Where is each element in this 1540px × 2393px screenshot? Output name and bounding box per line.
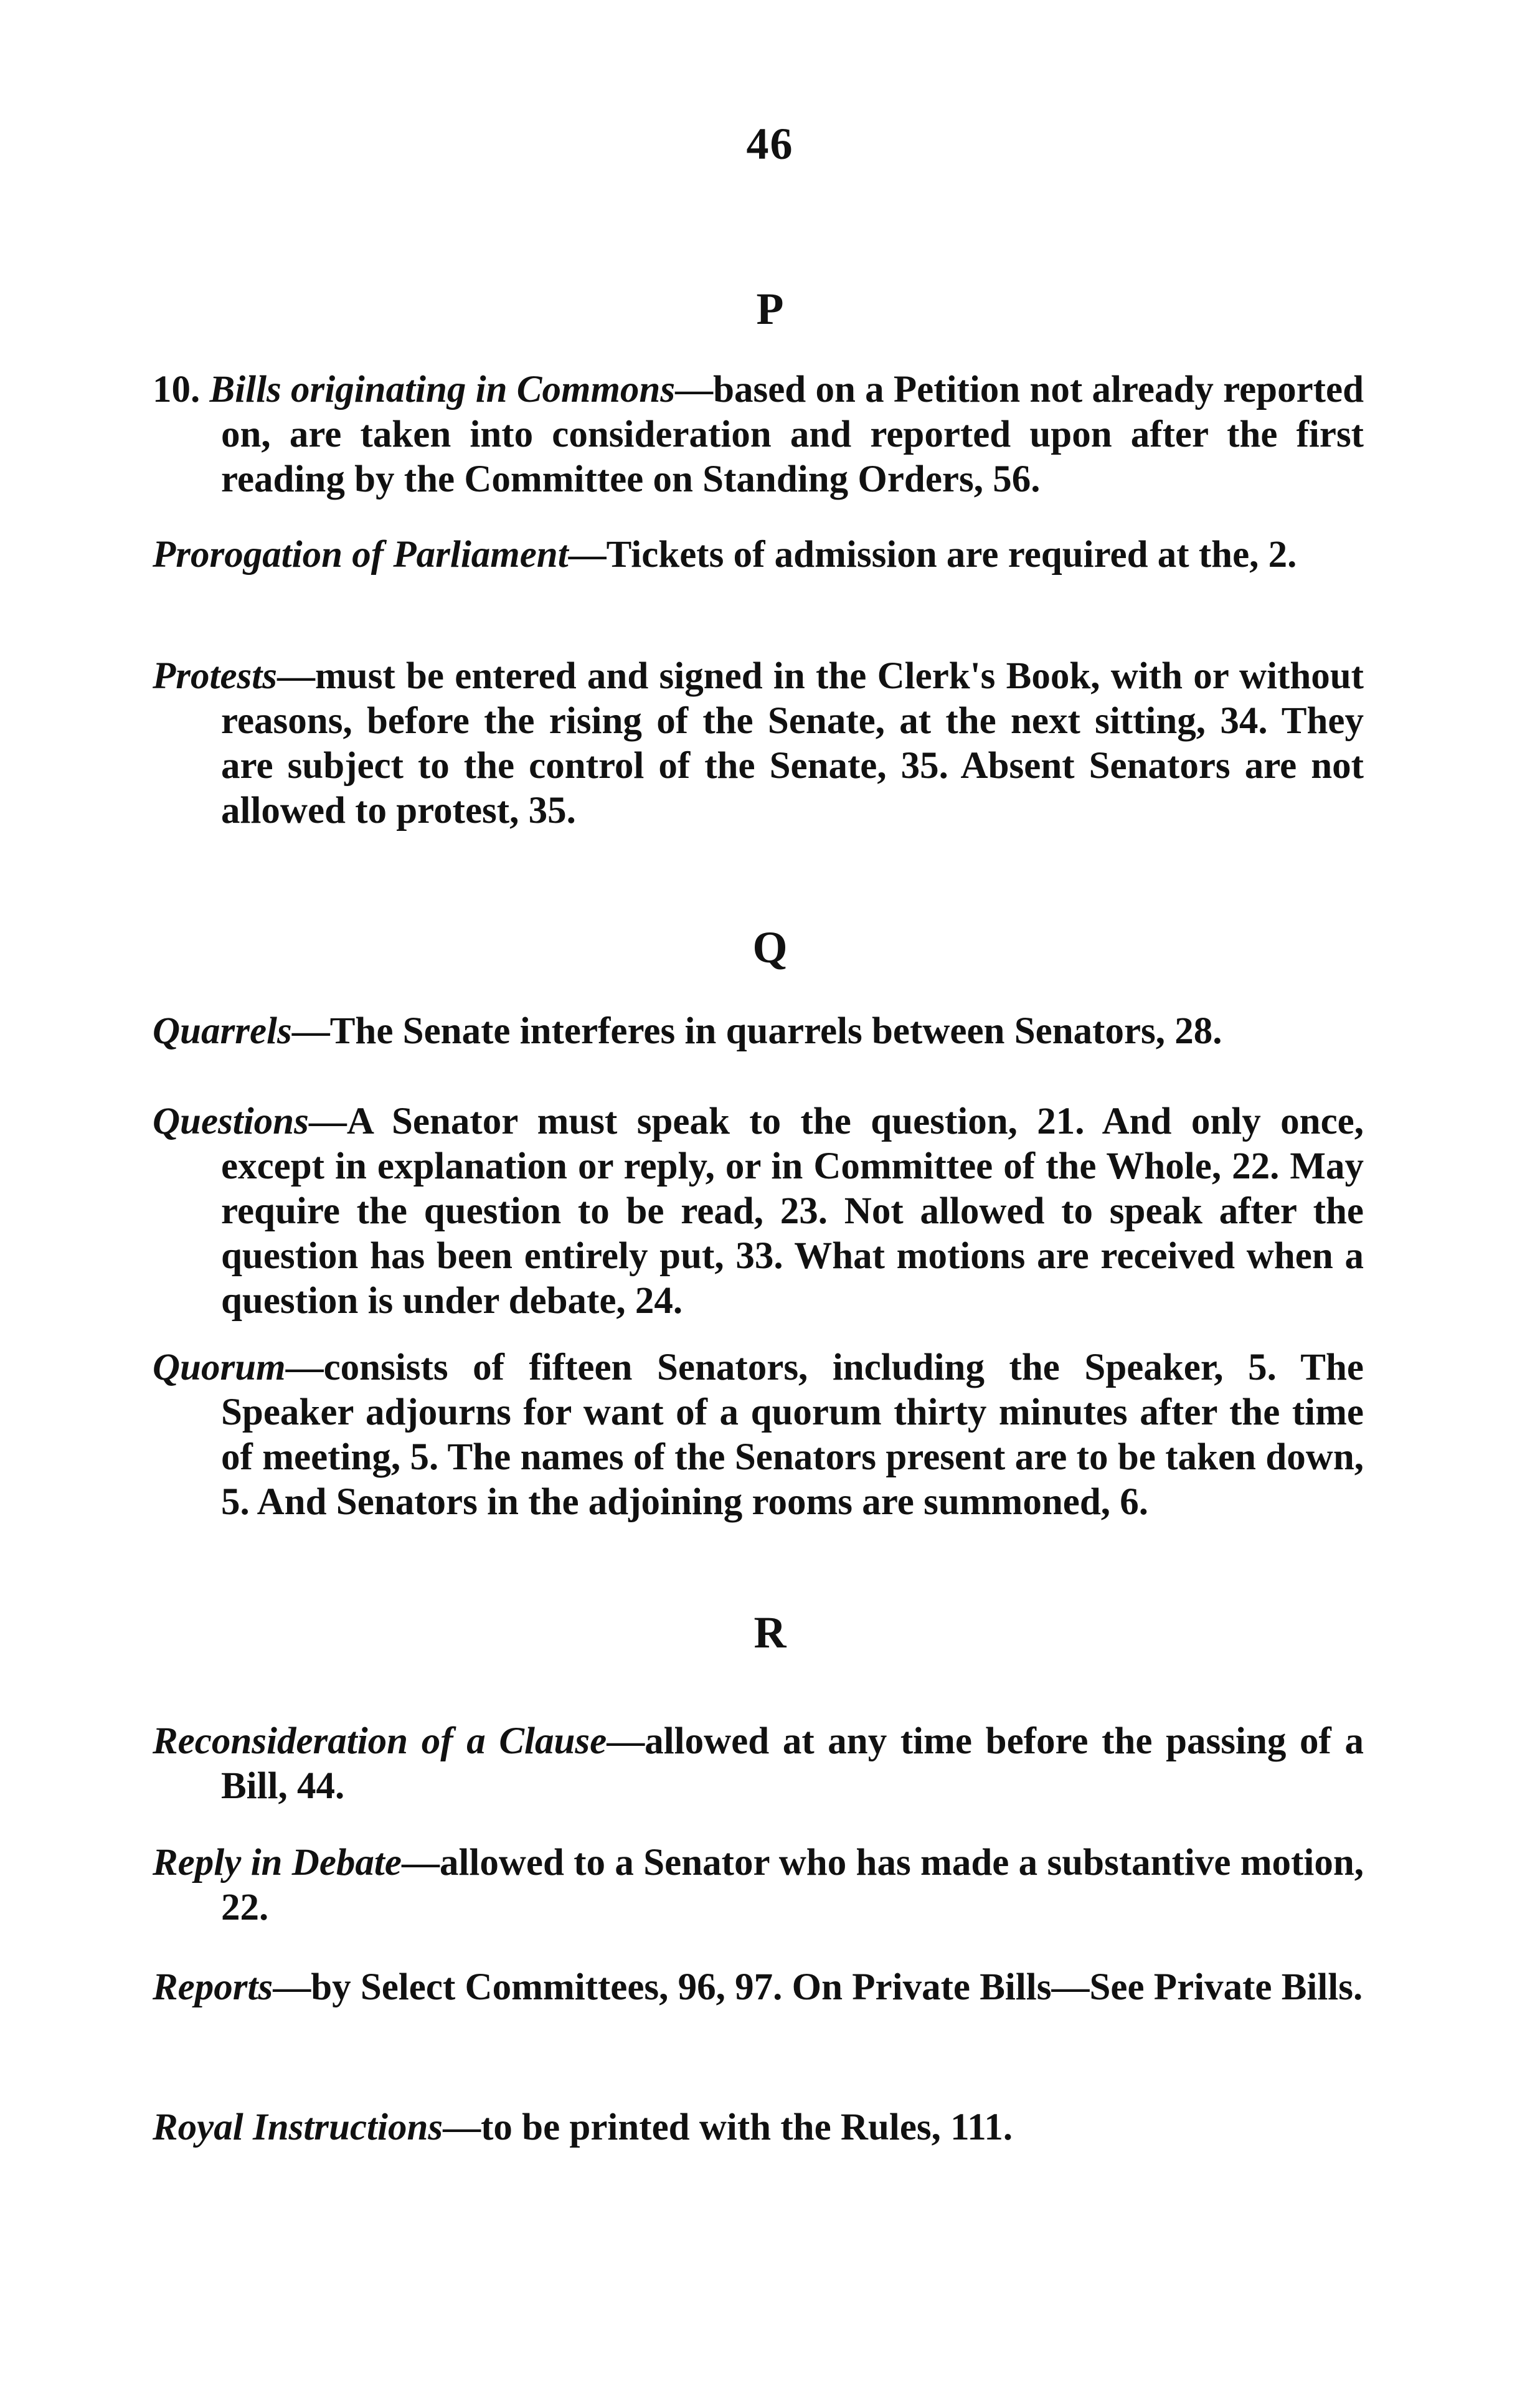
entry-text: —consists of fifteen Senators, including the Speaker, 5. The Speaker adjourns for want of a quorum thirty minutes after the time of meeting, 5. The names of the Senators present are to be taken down, 5. And Senators in the adjoining rooms are summoned, 6. xyxy=(221,1347,1364,1523)
section-letter-q: Q xyxy=(752,922,788,972)
entry-heading: Protests xyxy=(153,655,277,697)
index-entry-prorogation xyxy=(153,533,1364,577)
entry-text: —to be printed with the Rules, 111. xyxy=(443,2106,1013,2148)
section-letter-p: P xyxy=(756,284,784,334)
entry-text: —Tickets of admission are required at the, 2. xyxy=(568,534,1297,576)
index-entry-reconsideration xyxy=(153,1719,1364,1809)
entry-heading: Reconsideration of a Clause xyxy=(153,1720,607,1762)
entry-heading: Quorum xyxy=(153,1347,286,1388)
section-letter-r: R xyxy=(753,1608,787,1657)
entry-heading: Reply in Debate xyxy=(153,1842,402,1884)
entry-heading: Questions xyxy=(153,1101,309,1142)
entry-text: —allowed to a Senator who has made a substantive motion, 22. xyxy=(221,1842,1364,1928)
index-entry-questions xyxy=(153,1099,1364,1324)
entry-heading: Bills originating in Commons xyxy=(209,369,676,410)
index-entry-quorum xyxy=(153,1345,1364,1525)
index-entry-reports xyxy=(153,1965,1364,2010)
index-entry-royal-instructions xyxy=(153,2105,1364,2150)
entry-text: —based on a Petition not already reported on, are taken into consideration and reported upon after the first reading by the Committee on Standing Orders, 56. xyxy=(221,369,1364,500)
entry-number: 10. xyxy=(153,369,201,410)
entry-heading: Quarrels xyxy=(153,1010,292,1052)
page-number: 46 xyxy=(746,119,794,169)
entry-heading: Royal Instructions xyxy=(153,2106,443,2148)
entry-text: —must be entered and signed in the Clerk's Book, with or without reasons, before the rising of the Senate, at the next sitting, 34. They are subject to the control of the Senate, 35. Absent Senators are not allowed to protest, 35. xyxy=(221,655,1364,832)
entry-text: —A Senator must speak to the question, 21. And only once, except in explanation or reply, or in Committee of the Whole, 22. May require the question to be read, 23. Not allowed to speak after the question has been entirely put, 33. What motions are received when a question is under debate, 24. xyxy=(221,1101,1364,1322)
entry-heading: Reports xyxy=(153,1966,273,2008)
entry-text: —The Senate interferes in quarrels between Senators, 28. xyxy=(291,1010,1222,1052)
index-entry-protests xyxy=(153,654,1364,833)
entry-heading: Prorogation of Parliament xyxy=(153,534,569,576)
entry-text: —by Select Committees, 96, 97. On Private Bills—See Private Bills. xyxy=(273,1966,1363,2008)
index-entry-quarrels xyxy=(153,1009,1364,1054)
index-entry-bills-originating xyxy=(153,367,1364,502)
entry-text: —allowed at any time before the passing of a Bill, 44. xyxy=(221,1720,1364,1807)
index-entry-reply-in-debate xyxy=(153,1841,1364,1930)
